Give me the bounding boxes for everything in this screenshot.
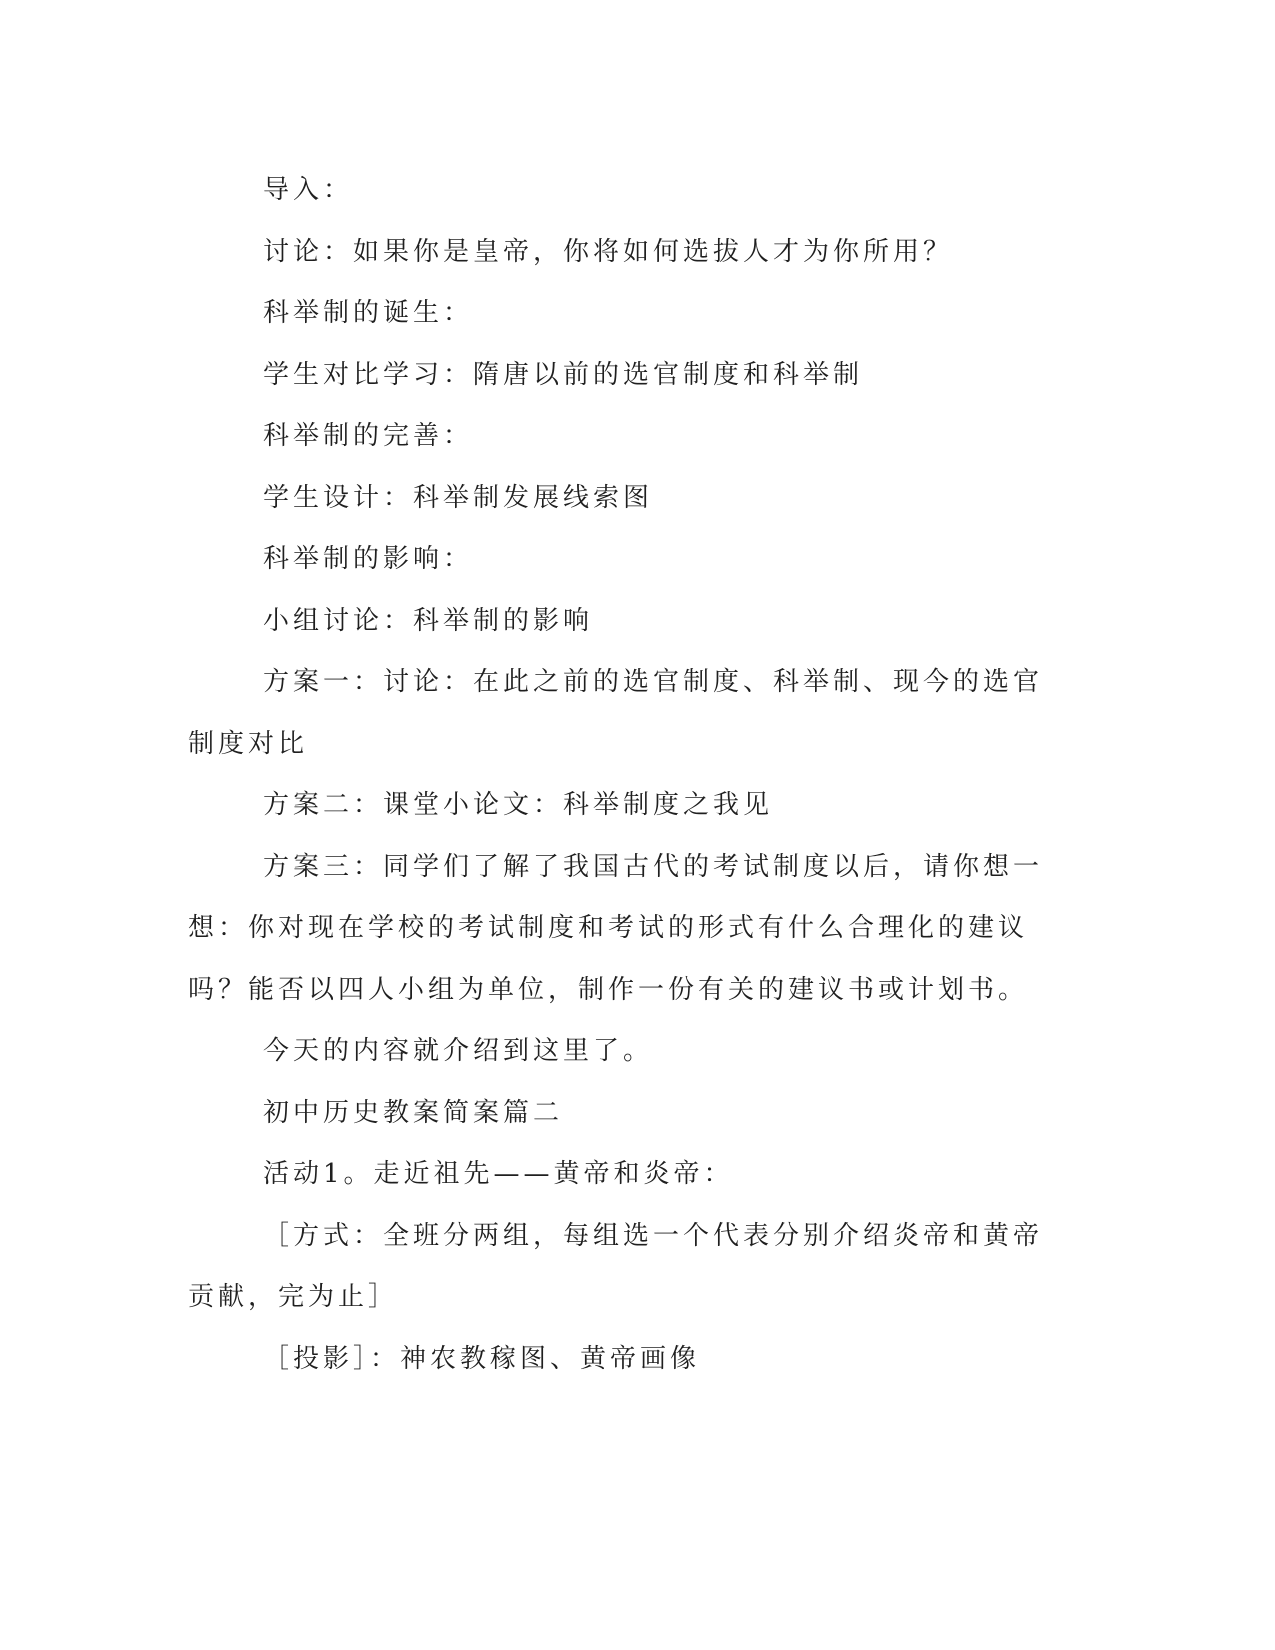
paragraph-plan-two: 方案二：课堂小论文：科举制度之我见 [263, 790, 774, 820]
paragraph-keju-influence-heading: 科举制的影响： [263, 544, 474, 574]
paragraph-method-note: ［方式：全班分两组，每组选一个代表分别介绍炎帝和黄帝贡献，完为止］ [188, 1220, 1044, 1312]
paragraph-student-design: 学生设计：科举制发展线索图 [263, 482, 654, 513]
paragraph-compare-study: 学生对比学习：隋唐以前的选官制度和科举制 [263, 359, 864, 390]
paragraph-closing: 今天的内容就介绍到这里了。 [263, 1036, 654, 1066]
paragraph-plan-one: 方案一：讨论：在此之前的选官制度、科举制、现今的选官制度对比 [188, 667, 1044, 759]
paragraph-group-discussion: 小组讨论：科举制的影响 [263, 605, 594, 636]
paragraph-keju-improve-heading: 科举制的完善： [263, 421, 474, 451]
paragraph-discussion: 讨论：如果你是皇帝，你将如何选拔人才为你所用？ [263, 236, 954, 267]
paragraph-activity-one: 活动1。走近祖先——黄帝和炎帝： [263, 1159, 734, 1189]
paragraph-section-two-title: 初中历史教案简案篇二 [263, 1097, 564, 1128]
document-body [188, 160, 1068, 1390]
paragraph-projection-note: ［投影］：神农教稼图、黄帝画像 [263, 1343, 701, 1374]
paragraph-keju-birth-heading: 科举制的诞生： [263, 298, 474, 328]
paragraph-plan-three: 方案三：同学们了解了我国古代的考试制度以后，请你想一想：你对现在学校的考试制度和考试的形式有什么合理化的建议吗？能否以四人小组为单位，制作一份有关的建议书或计划书。 [188, 851, 1044, 1005]
paragraph-intro-heading: 导入： [263, 175, 354, 205]
